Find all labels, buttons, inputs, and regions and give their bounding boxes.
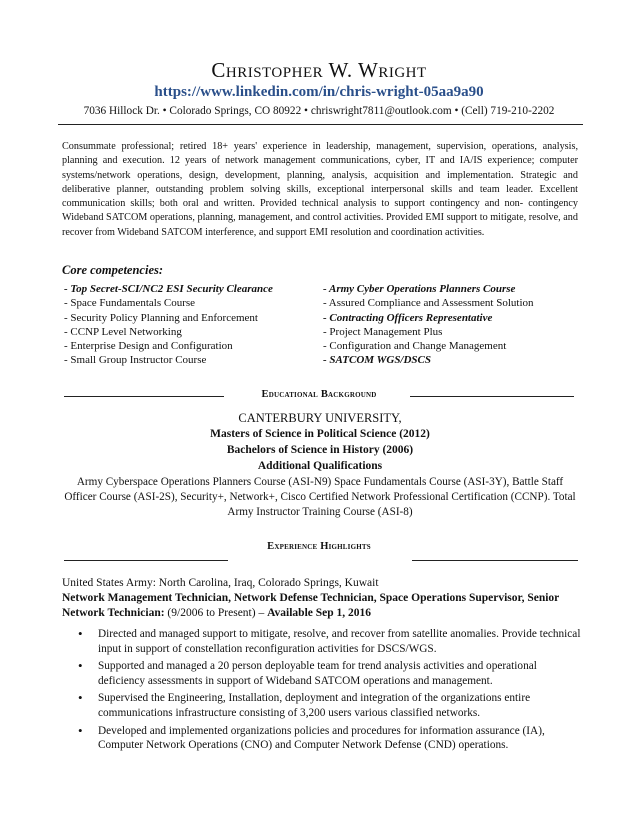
experience-block	[62, 576, 582, 756]
competency-item: - SATCOM WGS/DSCS	[323, 354, 432, 367]
core-competencies-title: Core competencies:	[62, 263, 164, 277]
competency-item: - Army Cyber Operations Planners Course	[323, 283, 516, 295]
competency-item: - Configuration and Change Management	[323, 340, 507, 353]
experience-bullet: • Developed and implemented organizations policies and procedures for information assurance (IA), Computer Network Operations (CNO) and Computer Network Defense (CND) operations.	[98, 724, 582, 753]
experience-bullets	[62, 627, 582, 753]
experience-rule-left	[64, 560, 228, 561]
competency-item: - Security Policy Planning and Enforcement	[64, 311, 258, 324]
additional-qualifications-text: Army Cyberspace Operations Planners Course (ASI-N9) Space Fundamentals Course (ASI-3Y), Battle Staff Officer Course (ASI-2S), Security+, Network+, Cisco Certified Network Professional Certification (CCNP). Total Army Instructor Training Course (ASI-8)	[64, 476, 576, 518]
core-competencies-left	[64, 282, 273, 368]
header-divider	[58, 124, 583, 125]
competency-item: - Project Management Plus	[323, 325, 443, 338]
candidate-name: Christopher W. Wright	[211, 58, 427, 82]
job-dates: (9/2006 to Present) –	[164, 607, 268, 619]
competency-item: - Assured Compliance and Assessment Solution	[323, 297, 534, 310]
education-heading: Educational Background	[261, 389, 377, 400]
experience-heading: Experience Highlights	[267, 541, 371, 552]
employer-location: United States Army: North Carolina, Iraq, Colorado Springs, Kuwait	[62, 577, 379, 589]
core-competencies-right	[323, 282, 534, 368]
experience-bullet: • Supervised the Engineering, Installation, deployment and integration of the organizations entire communications infrastructure consisting of 3,200 users various classified networks.	[98, 691, 582, 720]
summary-paragraph: Consummate professional; retired 18+ years' experience in leadership, management, supervision, operations, analysis, planning and execution. 12 years of network management communications, cyber, IT and IA/IS experience; computer systems/network operations, design, development, planning, analysis, acquisition and implementation. Strategic and deliberative planner, outstanding problem solving skills, exceptional interpersonal skills and team leader. Excellent communication skills; both oral and written. Provided technical analysis to support contingency and non- contingency Wideband SATCOM operations, planning, management, and control activities. Provided EMI support to mitigate, resolve, and recover from Wideband SATCOM interference, and support EMI resolution and coordination activities.	[62, 141, 578, 238]
contact-line: 7036 Hillock Dr. • Colorado Springs, CO 80922 • chriswright7811@outlook.com • (Cell) 719-210-2202	[83, 105, 555, 117]
university-name: CANTERBURY UNIVERSITY,	[238, 411, 402, 425]
linkedin-link[interactable]: https://www.linkedin.com/in/chris-wright-05aa9a90	[154, 84, 484, 100]
experience-bullet: • Directed and managed support to mitigate, resolve, and recover from satellite anomalies. Provide technical input in support of constellation reconfiguration activities for DSCS/WGS.	[98, 627, 582, 656]
job-titles	[62, 591, 582, 621]
competency-item: - CCNP Level Networking	[64, 325, 182, 338]
competency-item: - Enterprise Design and Configuration	[64, 340, 233, 353]
competency-item: - Small Group Instructor Course	[64, 354, 207, 367]
education-block	[62, 410, 578, 520]
degree-masters: Masters of Science in Political Science (2012)	[210, 428, 430, 440]
job-roles-text: Network Management Technician, Network Defense Technician, Space Operations Supervisor, Senior Network Technician:	[62, 592, 560, 619]
additional-qualifications-title: Additional Qualifications	[257, 460, 383, 472]
experience-bullet: • Supported and managed a 20 person deployable team for trend analysis activities and operational deficiency assessments in support of Wideband SATCOM operations and management.	[98, 659, 582, 688]
competency-item: - Space Fundamentals Course	[64, 297, 196, 310]
competency-item: - Contracting Officers Representative	[323, 311, 493, 324]
degree-bachelors: Bachelors of Science in History (2006)	[226, 444, 414, 456]
competency-item: - Top Secret-SCI/NC2 ESI Security Clearance	[64, 283, 273, 295]
experience-rule-right	[412, 560, 578, 561]
availability: Available Sep 1, 2016	[267, 607, 372, 619]
